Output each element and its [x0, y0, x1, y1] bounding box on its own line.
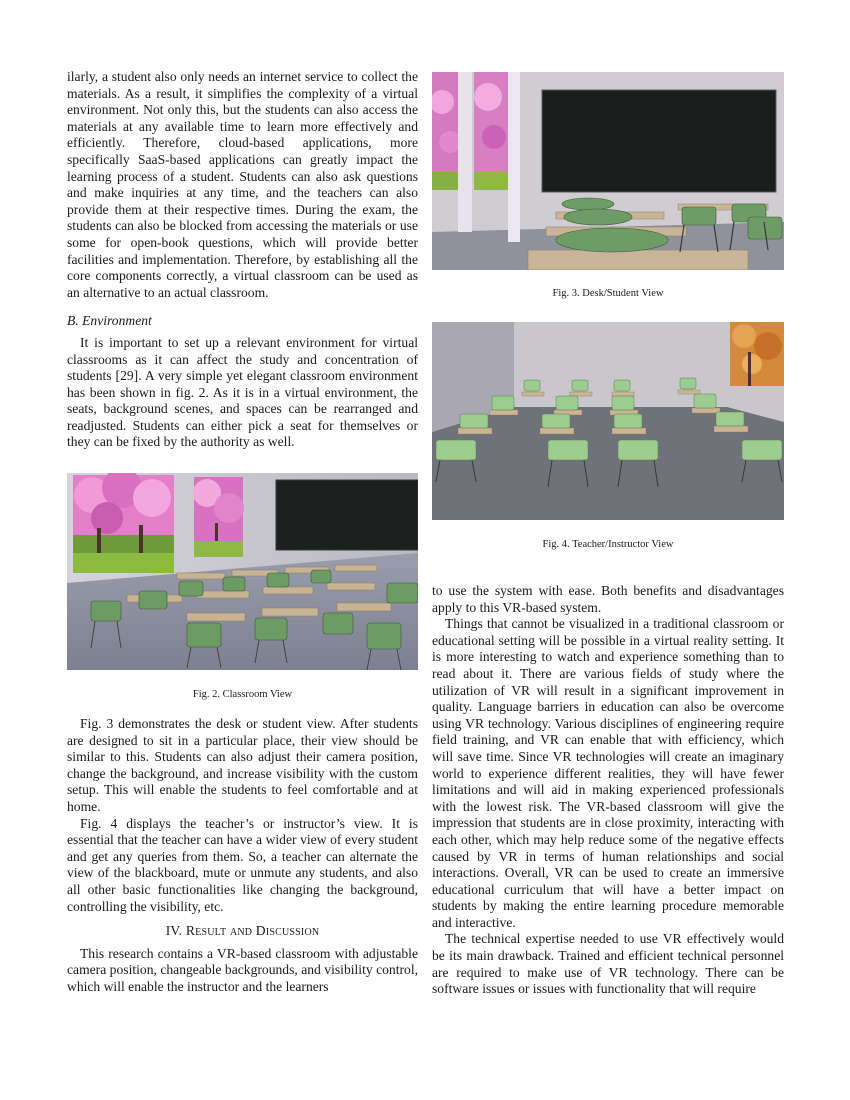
- figure-classroom-view: [67, 473, 418, 670]
- figure-3-caption: Fig. 3. Desk/Student View: [552, 288, 664, 299]
- right-column-text: [432, 583, 784, 998]
- continuation-paragraph: to use the system with ease. Both benefits and disadvantages apply to this VR-based system.: [432, 583, 784, 615]
- section-number: IV.: [165, 923, 183, 939]
- section-heading-result: [67, 923, 418, 940]
- section-title: Result and Discussion: [185, 923, 320, 939]
- figure-4-caption: Fig. 4. Teacher/Instructor View: [542, 539, 674, 550]
- figure-2-caption: Fig. 2. Classroom View: [192, 689, 293, 700]
- left-column-bottom: [67, 716, 418, 996]
- fig4-description-paragraph: Fig. 4 displays the teacher’s or instructor’s view. It is essential that the teacher can have a wider view of every student and get any queries from them. So, a teacher can alternate the view of the blackboard, mute or unmute any students, and also all other basic functionalities like changing the background, controlling the visibility, etc.: [67, 815, 418, 914]
- figure-teacher-instructor-view: [432, 322, 784, 520]
- environment-paragraph: It is important to set up a relevant environment for virtual classrooms as it can affect the study and concentration of students [29]. A very simple yet elegant classroom environment has been shown in fig. 2. As it is in a virtual environment, the seats, background scenes, and spaces can be rearranged and readjusted. Students can either pick a seat for themselves or they can be fixed by the authority as well.: [67, 334, 418, 450]
- technical-paragraph: The technical expertise needed to use VR effectively would be its main drawback. Trained and efficient technical personnel are required to make use of VR technology. There can be software issues or issues with functionality that will require: [432, 931, 784, 997]
- teacher-instructor-view-image: [432, 322, 784, 520]
- result-paragraph: This research contains a VR-based classroom with adjustable camera position, changeable backgrounds, and visibility control, which will enable the instructor and the learners: [67, 945, 418, 994]
- subsection-heading-environment: B. Environment: [67, 313, 152, 329]
- left-column-top: [67, 69, 418, 451]
- figure-desk-student-view: [432, 72, 784, 270]
- classroom-view-image: [67, 473, 418, 670]
- fig3-description-paragraph: Fig. 3 demonstrates the desk or student view. After students are designed to sit in a particular place, their view should be similar to this. Students can also adjust their camera position, change the background, and increase visibility with the custom setup. This will enable the students to feel comfortable and at home.: [67, 716, 418, 814]
- intro-paragraph: ilarly, a student also only needs an internet service to collect the materials. As a result, it simplifies the complexity of a virtual environment. Not only this, but the students can also access the materials at any available time to learn more effectively and efficiently. Therefore, cloud-based applications, more specifically SaaS-based applications can greatly impact the learning process of a student. Students can also ask questions and make inquiries at any time, and the teachers can also provide them at their respective times. During the exam, the students can also be blocked from accessing the materials or use some for open-book questions, which will provide better facilities and implementation. Therefore, by establishing all the core components correctly, a virtual classroom can be used as an alternative to an actual classroom.: [67, 69, 418, 300]
- desk-student-view-image: [432, 72, 784, 270]
- things-paragraph: Things that cannot be visualized in a traditional classroom or educational setting will be possible in a virtual reality setting. It is more interesting to watch and experience something than to read about it. There are various fields of study where the utilization of VR will result in a significant improvement in quality. Language barriers in education can also be overcome using VR technology. Various disciplines of engineering require field training, and VR can enable that with efficiency, which will save time. Since VR technologies will create an imaginary world to experience different realities, they will have fewer limitations and will aid in making experienced professionals with the lowest risk. The VR-based classroom will give the impression that students are in close proximity, interacting with each other, which may help reduce some of the negative effects caused by VR in terms of human relationships and social interactions. Overall, VR can be used to create an immersive educational curriculum that will have a better impact on students by making the entire learning procedure memorable and interactive.: [432, 616, 784, 930]
